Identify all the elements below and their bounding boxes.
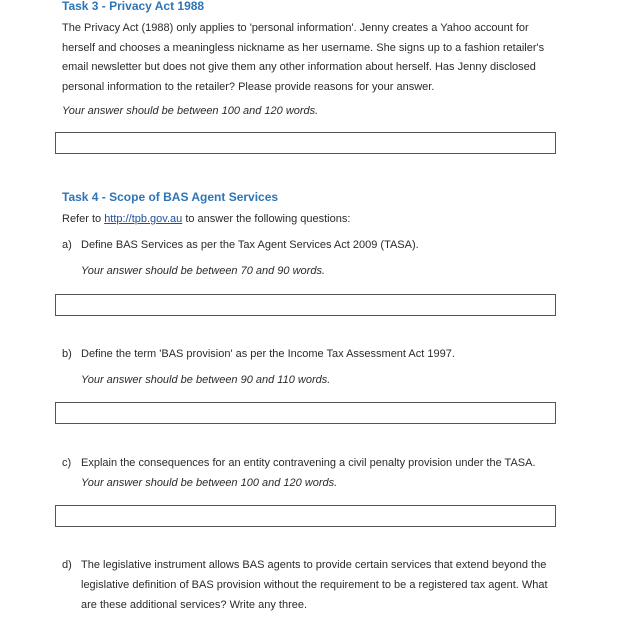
question-a-answer-box[interactable] xyxy=(55,294,556,316)
question-a-label: a) xyxy=(62,239,72,251)
question-a-word-limit: Your answer should be between 70 and 90 words. xyxy=(81,265,325,277)
task4-intro-prefix: Refer to xyxy=(62,213,105,225)
question-b-answer-box[interactable] xyxy=(55,402,556,424)
question-b-text: Define the term 'BAS provision' as per the Income Tax Assessment Act 1997. xyxy=(81,348,455,360)
task4-intro-suffix: to answer the following questions: xyxy=(182,213,351,225)
task3-answer-box[interactable] xyxy=(55,132,556,154)
question-b-label: b) xyxy=(62,348,72,360)
task3-body: The Privacy Act (1988) only applies to 'personal information'. Jenny creates a Yahoo account for herself and chooses a meaningless nickname as her username. She signs up to a fashion retailer's email newsletter but does not give them any other information about herself. Has Jenny disclosed personal information to the retailer? Please provide reasons for your answer. xyxy=(62,22,545,93)
task4-intro xyxy=(62,213,350,225)
tpb-link[interactable]: http://tpb.gov.au xyxy=(104,213,183,225)
task3-heading: Task 3 - Privacy Act 1988 xyxy=(62,0,205,13)
question-c-text xyxy=(81,453,551,493)
task3-word-limit: Your answer should be between 100 and 120 words. xyxy=(62,105,319,117)
question-c-label: c) xyxy=(62,457,72,469)
question-c-text-body: Explain the consequences for an entity contravening a civil penalty provision under the TASA. xyxy=(81,457,536,469)
question-a-text: Define BAS Services as per the Tax Agent Services Act 2009 (TASA). xyxy=(81,239,419,251)
task4-heading: Task 4 - Scope of BAS Agent Services xyxy=(62,190,279,204)
question-d-text: The legislative instrument allows BAS agents to provide certain services that extend beyond the legislative definition of BAS provision without the requirement to be a registered tax agent. What are these additional services? Write any three. xyxy=(81,559,548,611)
question-b-word-limit: Your answer should be between 90 and 110 words. xyxy=(81,374,331,386)
question-c-answer-box[interactable] xyxy=(55,505,556,527)
question-c-word-limit: Your answer should be between 100 and 120 words. xyxy=(81,477,338,489)
question-d-label: d) xyxy=(62,559,72,571)
